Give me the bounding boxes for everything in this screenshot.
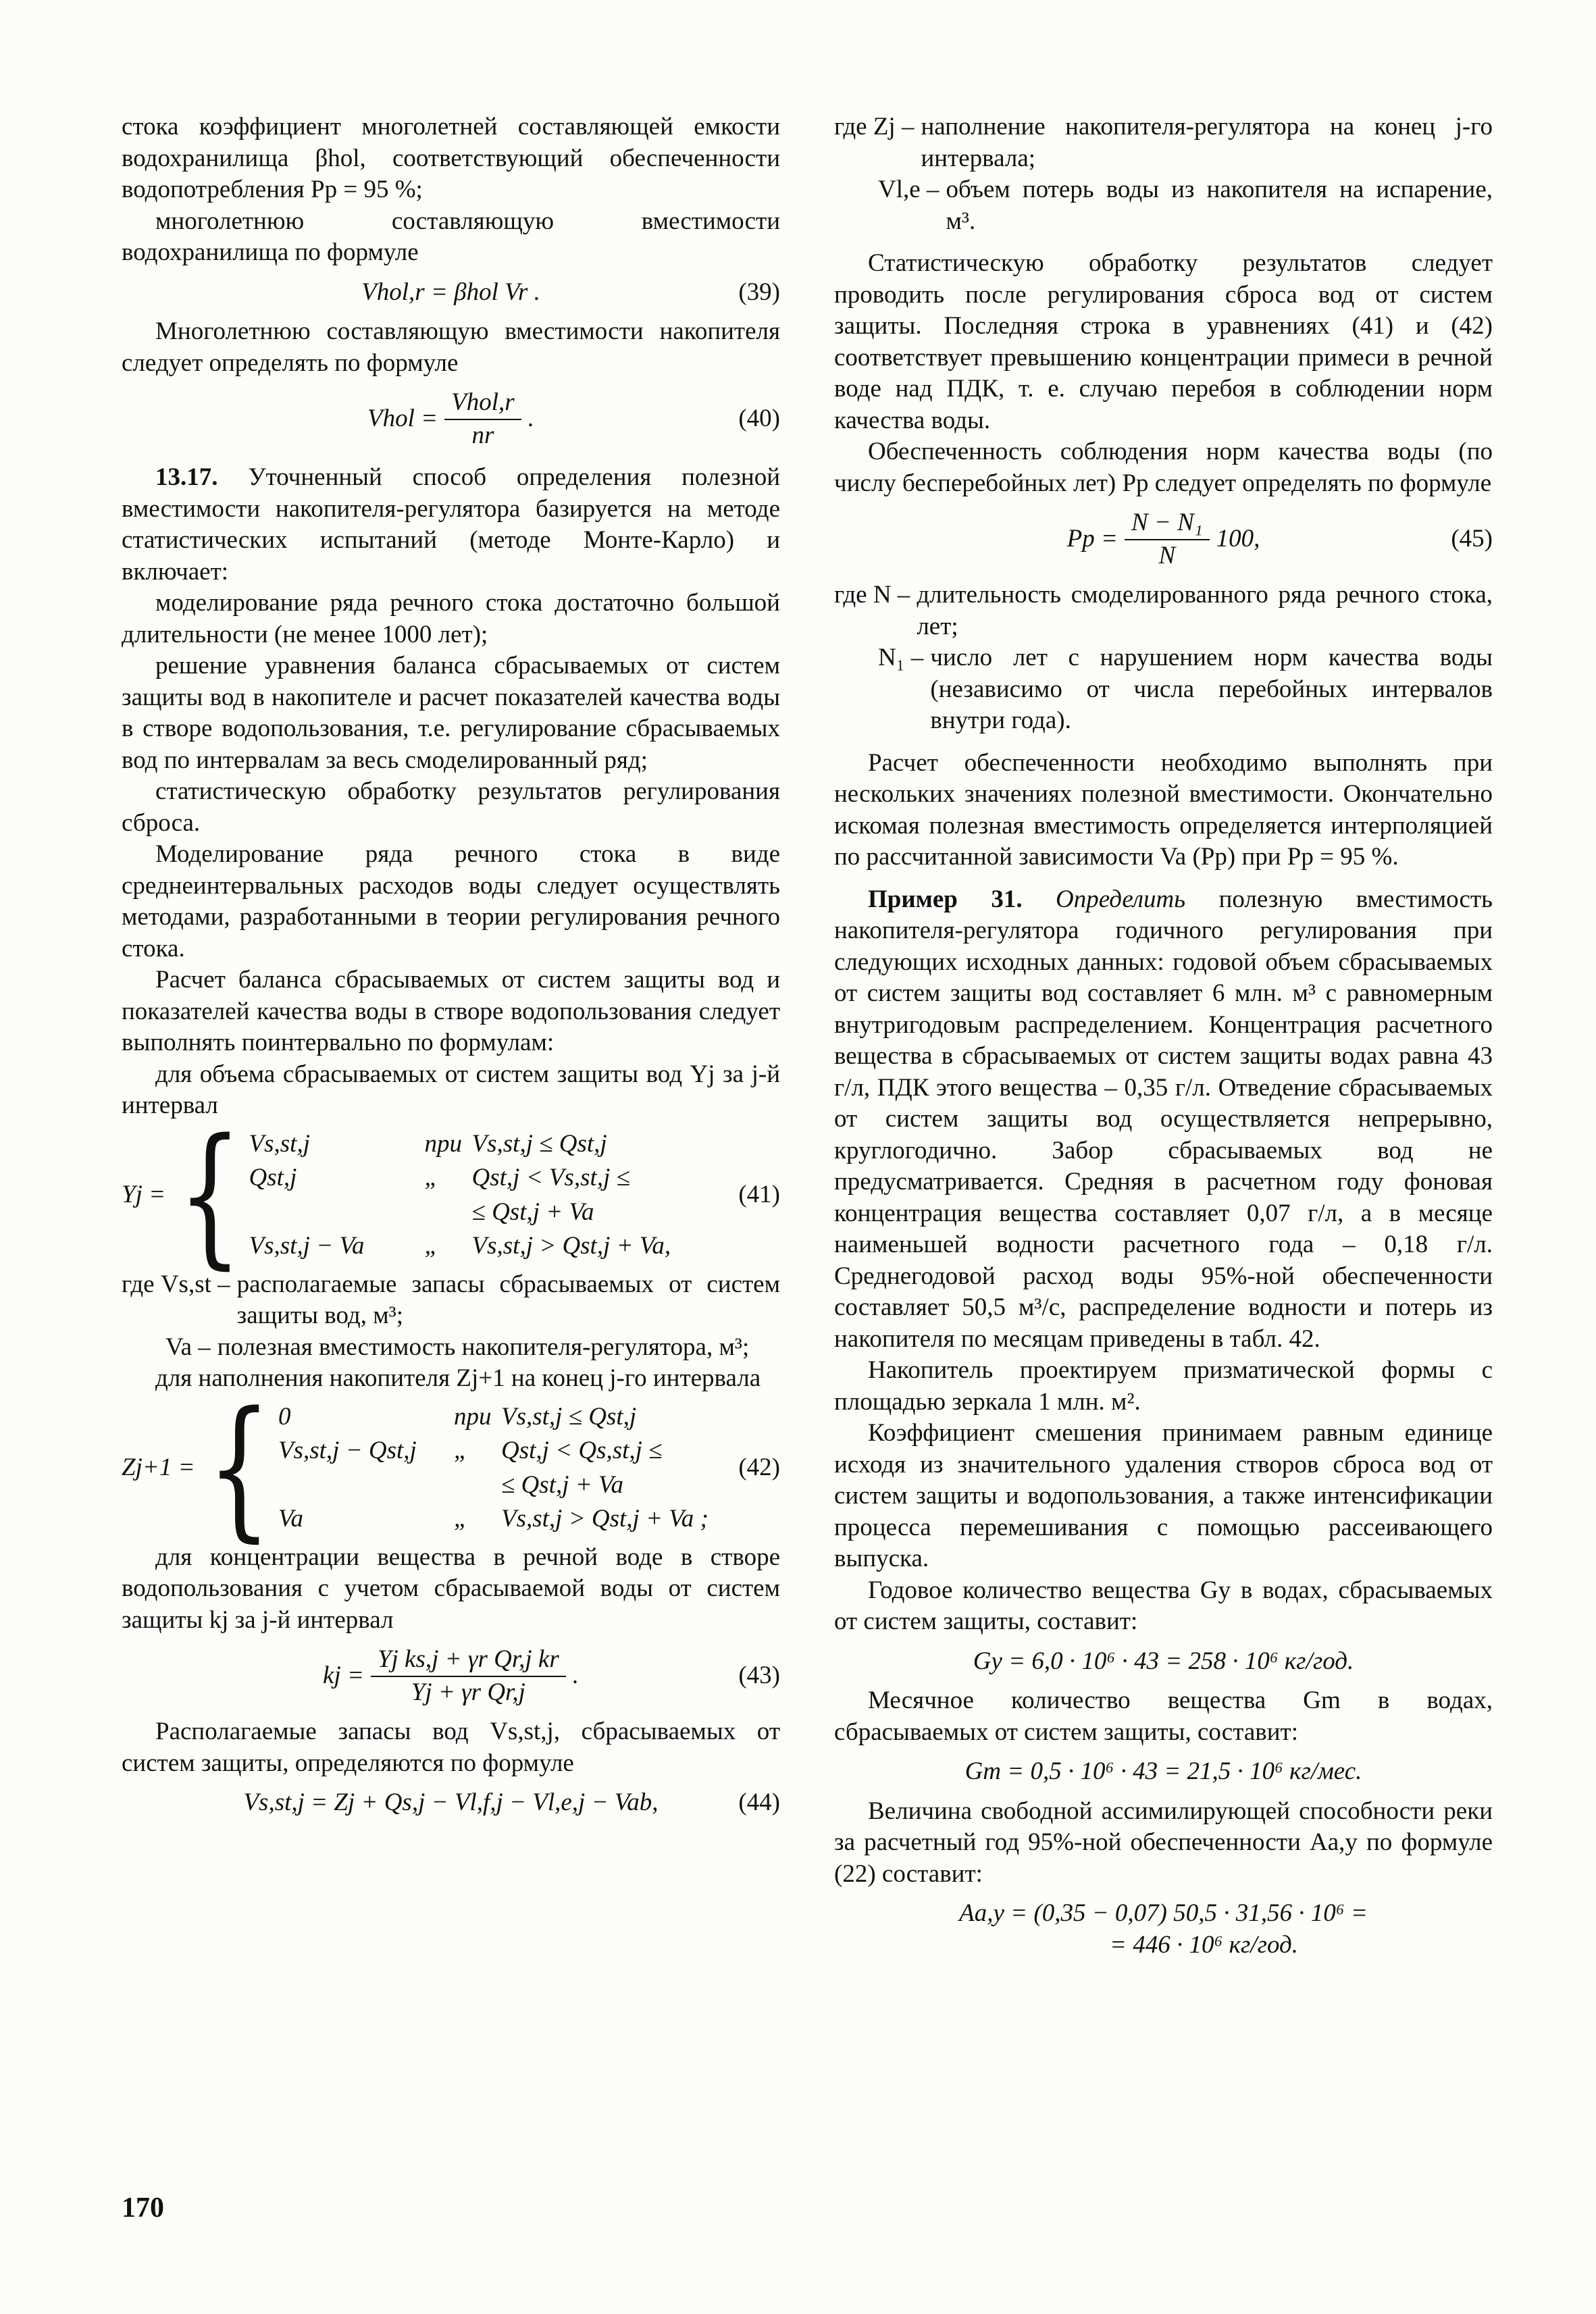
paragraph: Месячное количество вещества Gm в водах, сбрасываемых от систем защиты, составит: xyxy=(834,1687,1493,1746)
formula-number: (43) xyxy=(738,1662,780,1690)
formula-aay-result xyxy=(834,1930,1493,1961)
formula-42 xyxy=(122,1380,780,1556)
definition-text: объем потерь воды из накопителя на испарение, м³. xyxy=(946,176,1493,235)
paragraph: Многолетнюю составляющую вместимости накопителя следует определять по формуле xyxy=(122,317,780,377)
case-cell xyxy=(454,1470,501,1501)
paragraph: для объема сбрасываемых от систем защиты вод Yj за j-й интервал xyxy=(122,1060,780,1119)
paragraph: Величина свободной ассимилирующей способности реки за расчетный год 95%-ной обеспеченности Aa,y по формуле (22) составит: xyxy=(834,1797,1493,1888)
case-cell: „ xyxy=(453,1505,468,1533)
formula-expr: Gm = 0,5 · 10⁶ · 43 = 21,5 · 10⁶ кг/мес. xyxy=(964,1757,1362,1785)
formula-tail: 100, xyxy=(1216,525,1260,553)
example-text: полезную вместимость накопителя-регулятора годичного регулирования при следующих исходных данных: годовой объем сбрасываемых от систем защиты вод составляет 6 млн. м³ с равномерным внутригодовым распределением. Концентрация расчетного вещества в сбрасываемых от систем защиты водах равна 43 г/л, ПДК этого вещества – 0,35 г/л. Отведение сбрасываемых от систем защиты вод осуществляется непрерывно, круглогодично. Забор сбрасываемых вод не предусматривается. Средняя в расчетном году фоновая концентрация вещества составляет 0,07 г/л, а в месяце наименьшей водности расчетного года – 0,18 г/л. Среднегодовой расход воды 95%-ной обеспеченности составляет 50,5 м³/с, распределение водности и потерь из накопителя по месяцам приведены в табл. 42. xyxy=(834,885,1493,1353)
paragraph: Обеспеченность соблюдения норм качества воды (по числу бесперебойных лет) Pp следует определять по формуле xyxy=(834,438,1493,497)
fraction xyxy=(371,1644,566,1708)
formula-number: (42) xyxy=(738,1454,780,1482)
list-item: статистическую обработку результатов регулирования сброса. xyxy=(122,777,780,837)
definition-term: N₁ – xyxy=(878,644,924,671)
formula-expr: Vhol,r = βhol Vr . xyxy=(361,278,540,306)
definition-term: где Zj – xyxy=(834,113,915,140)
formula-45 xyxy=(834,507,1493,571)
case-cell: Qst,j < Vs,st,j ≤ xyxy=(471,1164,630,1191)
case-cell: Vs,st,j − Va xyxy=(249,1232,365,1260)
formula-lhs: Pp = xyxy=(1066,525,1118,553)
formula-number: (40) xyxy=(738,405,780,433)
case-cell: при xyxy=(453,1402,492,1431)
formula-expr: Aa,y = (0,35 − 0,07) 50,5 · 31,56 · 10⁶ = xyxy=(959,1899,1368,1927)
definition-text: длительность смоделированного ряда речного стока, лет; xyxy=(917,581,1493,640)
case-cell xyxy=(278,1470,454,1501)
paragraph: Годовое количество вещества Gy в водах, сбрасываемых от систем защиты, составит: xyxy=(834,1576,1493,1635)
brace: { xyxy=(178,1107,242,1283)
list-item: решение уравнения баланса сбрасываемых от систем защиты вод в накопителе и расчет показателей качества воды в створе водопользования, т.е. регулирование сбрасываемых вод по интервалам за весь смоделированный ряд; xyxy=(122,652,780,774)
formula-expr: Gy = 6,0 · 10⁶ · 43 = 258 · 10⁶ кг/год. xyxy=(973,1647,1354,1675)
example-emphasis: Определить xyxy=(1056,885,1186,913)
page-number: 170 xyxy=(122,2192,164,2223)
formula-cases xyxy=(278,1402,709,1535)
formula-cases xyxy=(249,1129,675,1262)
formula-number: (45) xyxy=(1451,525,1493,553)
fraction xyxy=(444,387,521,451)
formula-41 xyxy=(122,1107,780,1283)
section-paragraph xyxy=(122,462,780,588)
formula-gy xyxy=(834,1646,1493,1678)
definition-text: полезная вместимость накопителя-регулятора, м³; xyxy=(217,1333,750,1361)
formula-number: (44) xyxy=(738,1789,780,1816)
left-column xyxy=(122,111,780,1827)
case-cell: Vs,st,j − Qst,j xyxy=(278,1437,417,1464)
formula-expr: = 446 · 10⁶ кг/год. xyxy=(1109,1930,1299,1959)
formula-expr: Vs,st,j = Zj + Qs,j − Vl,f,j − Vl,e,j − Vab, xyxy=(243,1789,659,1816)
definition xyxy=(834,642,1493,737)
definition xyxy=(834,580,1493,642)
paragraph: Моделирование ряда речного стока в виде среднеинтервальных расходов воды следует осуществлять методами, разработанными в теории регулирования речного стока. xyxy=(122,840,780,962)
case-cell: Qst,j < Qs,st,j ≤ xyxy=(500,1437,663,1464)
case-cell: „ xyxy=(424,1164,439,1191)
numerator: N − N₁ xyxy=(1125,507,1210,540)
case-cell: при xyxy=(424,1129,463,1158)
definition xyxy=(122,1332,780,1364)
formula-40 xyxy=(122,387,780,451)
case-cell: „ xyxy=(453,1437,468,1464)
definition xyxy=(834,111,1493,174)
formula-gm xyxy=(834,1756,1493,1788)
case-cell: Va xyxy=(278,1505,303,1533)
formula-number: (41) xyxy=(738,1181,780,1209)
paragraph: Накопитель проектируем призматической формы с площадью зеркала 1 млн. м². xyxy=(834,1356,1493,1416)
paragraph: Коэффициент смешения принимаем равным единице исходя из значительного удаления створов сброса вод от систем защиты и водопользования, а также интенсификации процесса перемешивания с помощью рассеивающего выпуска. xyxy=(834,1419,1493,1572)
numerator: Yj ks,j + γr Qr,j kr xyxy=(371,1644,566,1677)
case-cell: ≤ Qst,j + Va xyxy=(471,1198,594,1226)
definition-term: где N – xyxy=(834,581,910,609)
case-cell xyxy=(425,1197,472,1229)
section-number: 13.17. xyxy=(155,463,218,491)
fraction xyxy=(1125,507,1210,571)
definition-term: где Vs,st – xyxy=(122,1270,230,1298)
case-cell: Qst,j xyxy=(249,1164,297,1191)
paragraph: Располагаемые запасы вод Vs,st,j, сбрасываемых от систем защиты, определяются по формуле xyxy=(122,1718,780,1777)
case-cell xyxy=(249,1197,425,1229)
denominator: N xyxy=(1158,541,1176,569)
case-cell: Vs,st,j ≤ Qst,j xyxy=(471,1129,607,1158)
definition-text: число лет с нарушением норм качества воды (независимо от числа перебойных интервалов внутри года). xyxy=(930,644,1493,734)
definition-text: располагаемые запасы сбрасываемых от систем защиты вод, м³; xyxy=(236,1270,780,1329)
definition-text: наполнение накопителя-регулятора на конец j-го интервала; xyxy=(921,113,1493,172)
case-cell: ≤ Qst,j + Va xyxy=(500,1470,623,1499)
section-text: Уточненный способ определения полезной вместимости накопителя-регулятора базируется на методе статистических испытаний (методе Монте-Карло) и включает: xyxy=(122,463,781,586)
paragraph: Расчет обеспеченности необходимо выполнять при нескольких значениях полезной вместимости. Окончательно искомая полезная вместимость определяется интерполяцией по рассчитанной зависимости Va (Pp) при Pp = 95 %. xyxy=(834,748,1493,871)
example-label: Пример 31. xyxy=(868,885,1023,913)
formula-tail: . xyxy=(572,1662,579,1690)
formula-43 xyxy=(122,1644,780,1708)
formula-lhs: kj = xyxy=(323,1662,364,1690)
case-cell: Vs,st,j ≤ Qst,j xyxy=(500,1402,637,1431)
formula-lhs: Vhol = xyxy=(367,405,438,433)
definition-term: Vl,e – xyxy=(878,176,939,203)
formula-aay xyxy=(834,1898,1493,1930)
formula-lhs: Yj = xyxy=(122,1181,166,1209)
numerator: Vhol,r xyxy=(444,387,521,420)
definition-term: Va – xyxy=(165,1333,211,1361)
paragraph: многолетнюю составляющую вместимости водохранилища по формуле xyxy=(122,207,780,266)
paragraph: стока коэффициент многолетней составляющей емкости водохранилища βhol, соответствующий обеспеченности водопотребления Pp = 95 %; xyxy=(122,113,780,203)
case-cell: 0 xyxy=(278,1402,291,1431)
example-paragraph xyxy=(834,884,1493,1356)
list-item: моделирование ряда речного стока достаточно большой длительности (не менее 1000 лет); xyxy=(122,589,780,648)
brace: { xyxy=(207,1380,272,1556)
paragraph: для наполнения накопителя Zj+1 на конец j-го интервала xyxy=(155,1364,761,1392)
formula-39 xyxy=(122,277,780,309)
formula-44 xyxy=(122,1787,780,1819)
paragraph: Статистическую обработку результатов следует проводить после регулирования сброса вод от систем защиты. Последняя строка в уравнениях (41) и (42) соответствует превышению концентрации примеси в речной воде над ПДК, т. е. случаю перебоя в соблюдении норм качества воды. xyxy=(834,249,1493,434)
right-column xyxy=(834,111,1493,1969)
case-cell: Vs,st,j > Qst,j + Va ; xyxy=(500,1505,709,1533)
case-cell: „ xyxy=(424,1232,439,1260)
formula-number: (39) xyxy=(738,278,780,306)
formula-lhs: Zj+1 = xyxy=(122,1454,195,1482)
paragraph: Расчет баланса сбрасываемых от систем защиты вод и показателей качества воды в створе водопользования следует выполнять поинтервально по формулам: xyxy=(122,966,780,1056)
case-cell: Vs,st,j > Qst,j + Va, xyxy=(471,1232,671,1260)
paragraph: для концентрации вещества в речной воде в створе водопользования с учетом сбрасываемой воды от систем защиты kj за j-й интервал xyxy=(122,1543,780,1634)
definition xyxy=(834,174,1493,237)
denominator: Yj + γr Qr,j xyxy=(411,1678,525,1706)
case-cell: Vs,st,j xyxy=(249,1129,310,1158)
denominator: nr xyxy=(471,421,494,449)
formula-tail: . xyxy=(527,405,534,433)
